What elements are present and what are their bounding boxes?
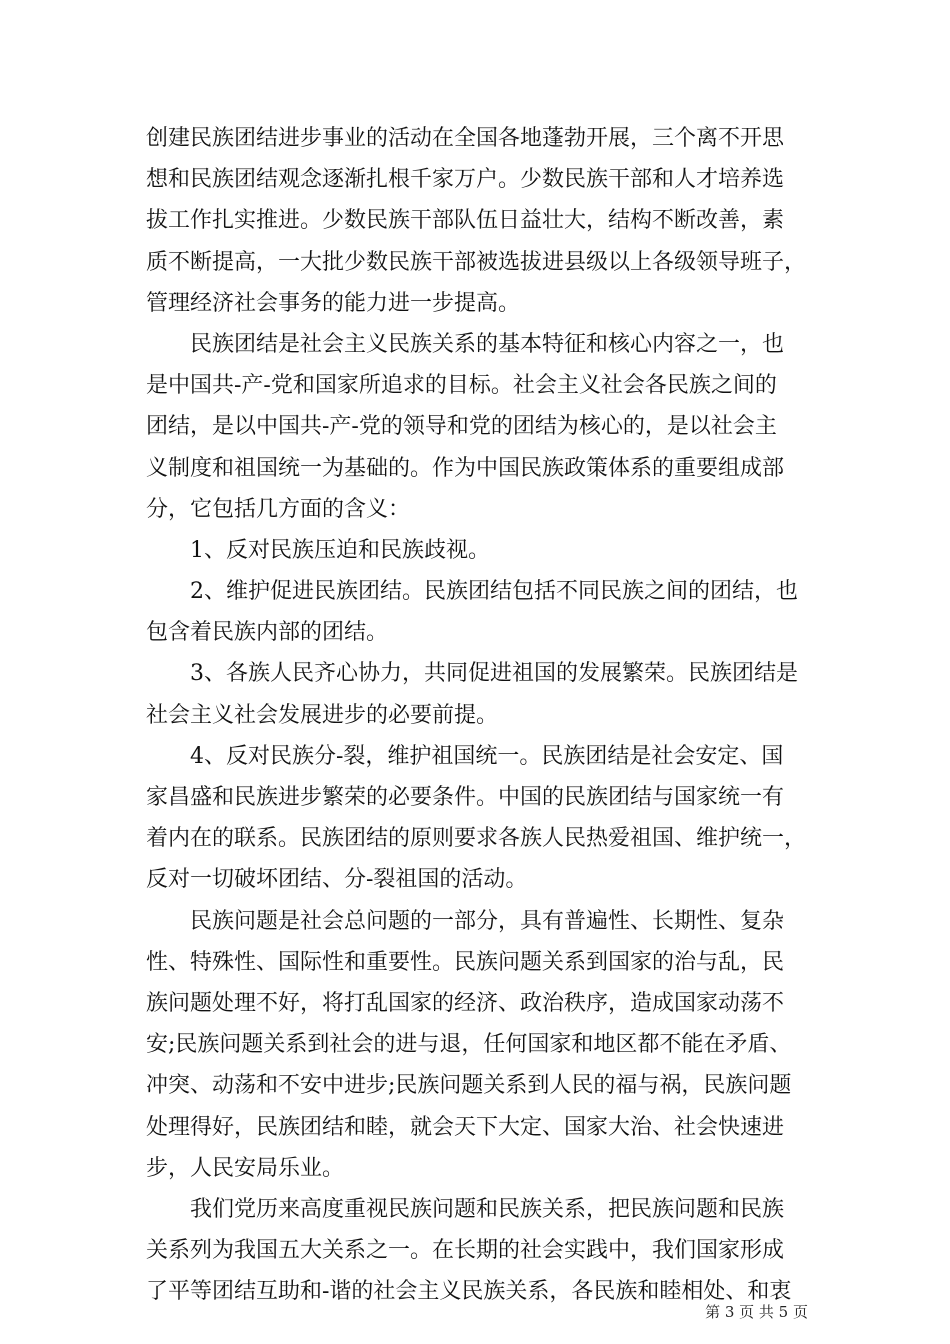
text-line: 1、反对民族压迫和民族歧视。 xyxy=(190,537,490,563)
text-line: 民族团结是社会主义民族关系的基本特征和核心内容之一，也 xyxy=(190,331,785,357)
text-line: 关系列为我国五大关系之一。在长期的社会实践中，我们国家形成 xyxy=(146,1238,785,1264)
text-line: 族问题处理不好，将打乱国家的经济、政治秩序，造成国家动荡不 xyxy=(146,990,785,1016)
document-body xyxy=(146,118,816,1312)
text-line: 3、各族人民齐心协力，共同促进祖国的发展繁荣。民族团结是 xyxy=(190,661,798,687)
text-line: 包含着民族内部的团结。 xyxy=(146,620,389,646)
text-line: 分，它包括几方面的含义： xyxy=(146,496,411,522)
text-line: 质不断提高，一大批少数民族干部被选拔进县级以上各级领导班子， xyxy=(146,249,807,275)
text-line: 我们党历来高度重视民族问题和民族关系，把民族问题和民族 xyxy=(190,1196,785,1222)
text-line: 团结，是以中国共-产-党的领导和党的团结为核心的，是以社会主 xyxy=(146,414,777,440)
text-line: 性、特殊性、国际性和重要性。民族问题关系到国家的治与乱，民 xyxy=(146,949,785,975)
text-line: 民族问题是社会总问题的一部分，具有普遍性、长期性、复杂 xyxy=(190,908,785,934)
text-line: 创建民族团结进步事业的活动在全国各地蓬勃开展，三个离不开思 xyxy=(146,126,785,151)
text-line: 处理得好，民族团结和睦，就会天下大定、国家大治、社会快速进 xyxy=(146,1114,785,1140)
text-line: 4、反对民族分-裂，维护祖国统一。民族团结是社会安定、国 xyxy=(190,743,784,769)
text-line: 着内在的联系。民族团结的原则要求各族人民热爱祖国、维护统一， xyxy=(146,826,807,852)
text-line: 拔工作扎实推进。少数民族干部队伍日益壮大，结构不断改善，素 xyxy=(146,208,785,234)
text-line: 是中国共-产-党和国家所追求的目标。社会主义社会各民族之间的 xyxy=(146,373,777,399)
text-line: 冲突、动荡和不安中进步;民族问题关系到人民的福与祸，民族问题 xyxy=(146,1073,792,1099)
text-line: 想和民族团结观念逐渐扎根千家万户。少数民族干部和人才培养选 xyxy=(146,167,785,193)
text-line: 管理经济社会事务的能力进一步提高。 xyxy=(146,290,521,316)
page-number-footer: 第 3 页 共 5 页 xyxy=(705,1303,808,1321)
text-line: 步，人民安局乐业。 xyxy=(146,1155,345,1181)
text-line: 家昌盛和民族进步繁荣的必要条件。中国的民族团结与国家统一有 xyxy=(146,785,785,810)
text-line: 2、维护促进民族团结。民族团结包括不同民族之间的团结，也 xyxy=(190,579,798,605)
text-line: 了平等团结互助和-谐的社会主义民族关系，各民族和睦相处、和衷 xyxy=(146,1279,792,1305)
text-line: 安;民族问题关系到社会的进与退，任何国家和地区都不能在矛盾、 xyxy=(146,1032,792,1058)
text-line: 义制度和祖国统一为基础的。作为中国民族政策体系的重要组成部 xyxy=(146,455,785,481)
text-line: 反对一切破坏团结、分-裂祖国的活动。 xyxy=(146,867,528,893)
text-line: 社会主义社会发展进步的必要前提。 xyxy=(146,702,499,728)
